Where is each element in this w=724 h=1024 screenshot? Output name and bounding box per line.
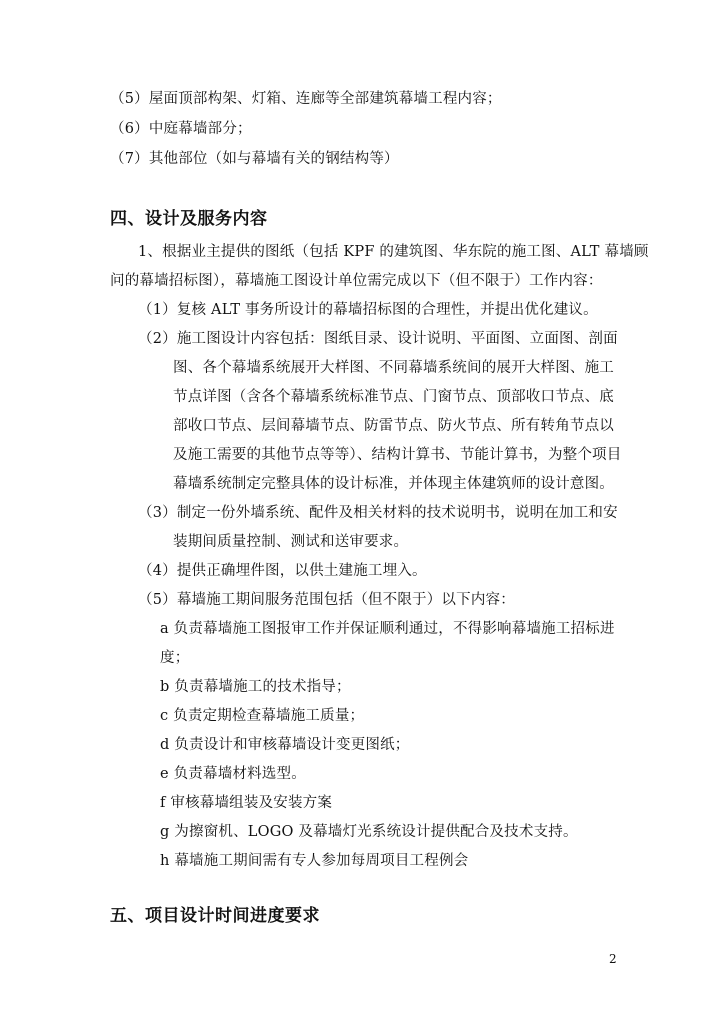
- intro-line-1: 1、根据业主提供的图纸（包括 KPF 的建筑图、华东院的施工图、ALT 幕墙顾: [138, 244, 649, 260]
- list-item-6: （6）中庭幕墙部分；: [110, 121, 252, 137]
- item-2-line-1: （2）施工图设计内容包括：图纸目录、设计说明、平面图、立面图、剖面: [138, 331, 618, 347]
- section-heading-5: 五、项目设计时间进度要求: [110, 906, 320, 926]
- item-2-line-5: 及施工需要的其他节点等等）、结构计算书、节能计算书，为整个项目: [173, 447, 622, 463]
- item-1: （1）复核 ALT 事务所设计的幕墙招标图的合理性，并提出优化建议。: [138, 302, 598, 318]
- item-2-line-3: 节点详图（含各个幕墙系统标准节点、门窗节点、顶部收口节点、底: [173, 389, 614, 405]
- list-item-7: （7）其他部位（如与幕墙有关的钢结构等）: [110, 151, 399, 167]
- item-2-line-2: 图、各个幕墙系统展开大样图、不同幕墙系统间的展开大样图、施工: [173, 360, 614, 376]
- sub-item-e: e 负责幕墙材料选型。: [160, 766, 306, 782]
- sub-item-b: b 负责幕墙施工的技术指导；: [160, 679, 351, 695]
- sub-item-h: h 幕墙施工期间需有专人参加每周项目工程例会: [160, 853, 469, 869]
- sub-item-c: c 负责定期检查幕墙施工质量；: [160, 708, 365, 724]
- item-3-line-1: （3）制定一份外墙系统、配件及相关材料的技术说明书，说明在加工和安: [138, 505, 618, 521]
- item-3-line-2: 装期间质量控制、测试和送审要求。: [173, 534, 409, 550]
- sub-item-f: f 审核幕墙组装及安装方案: [160, 795, 333, 811]
- item-2-line-6: 幕墙系统制定完整具体的设计标准，并体现主体建筑师的设计意图。: [173, 476, 614, 492]
- sub-item-a-line-1: a 负责幕墙施工图报审工作并保证顺利通过，不得影响幕墙施工招标进: [160, 621, 615, 637]
- sub-item-d: d 负责设计和审核幕墙设计变更图纸；: [160, 737, 410, 753]
- item-2-line-4: 部收口节点、层间幕墙节点、防雷节点、防火节点、所有转角节点以: [173, 418, 614, 434]
- page-number: 2: [609, 952, 617, 966]
- item-5: （5）幕墙施工期间服务范围包括（但不限于）以下内容：: [138, 592, 515, 608]
- sub-item-a-line-2: 度；: [160, 650, 190, 666]
- section-heading-4: 四、设计及服务内容: [110, 209, 268, 229]
- sub-item-g: g 为擦窗机、LOGO 及幕墙灯光系统设计提供配合及技术支持。: [160, 824, 578, 840]
- list-item-5: （5）屋面顶部构架、灯箱、连廊等全部建筑幕墙工程内容；: [110, 91, 502, 107]
- item-4: （4）提供正确埋件图，以供土建施工埋入。: [138, 563, 427, 579]
- intro-line-2: 问的幕墙招标图），幕墙施工图设计单位需完成以下（但不限于）工作内容：: [110, 273, 603, 289]
